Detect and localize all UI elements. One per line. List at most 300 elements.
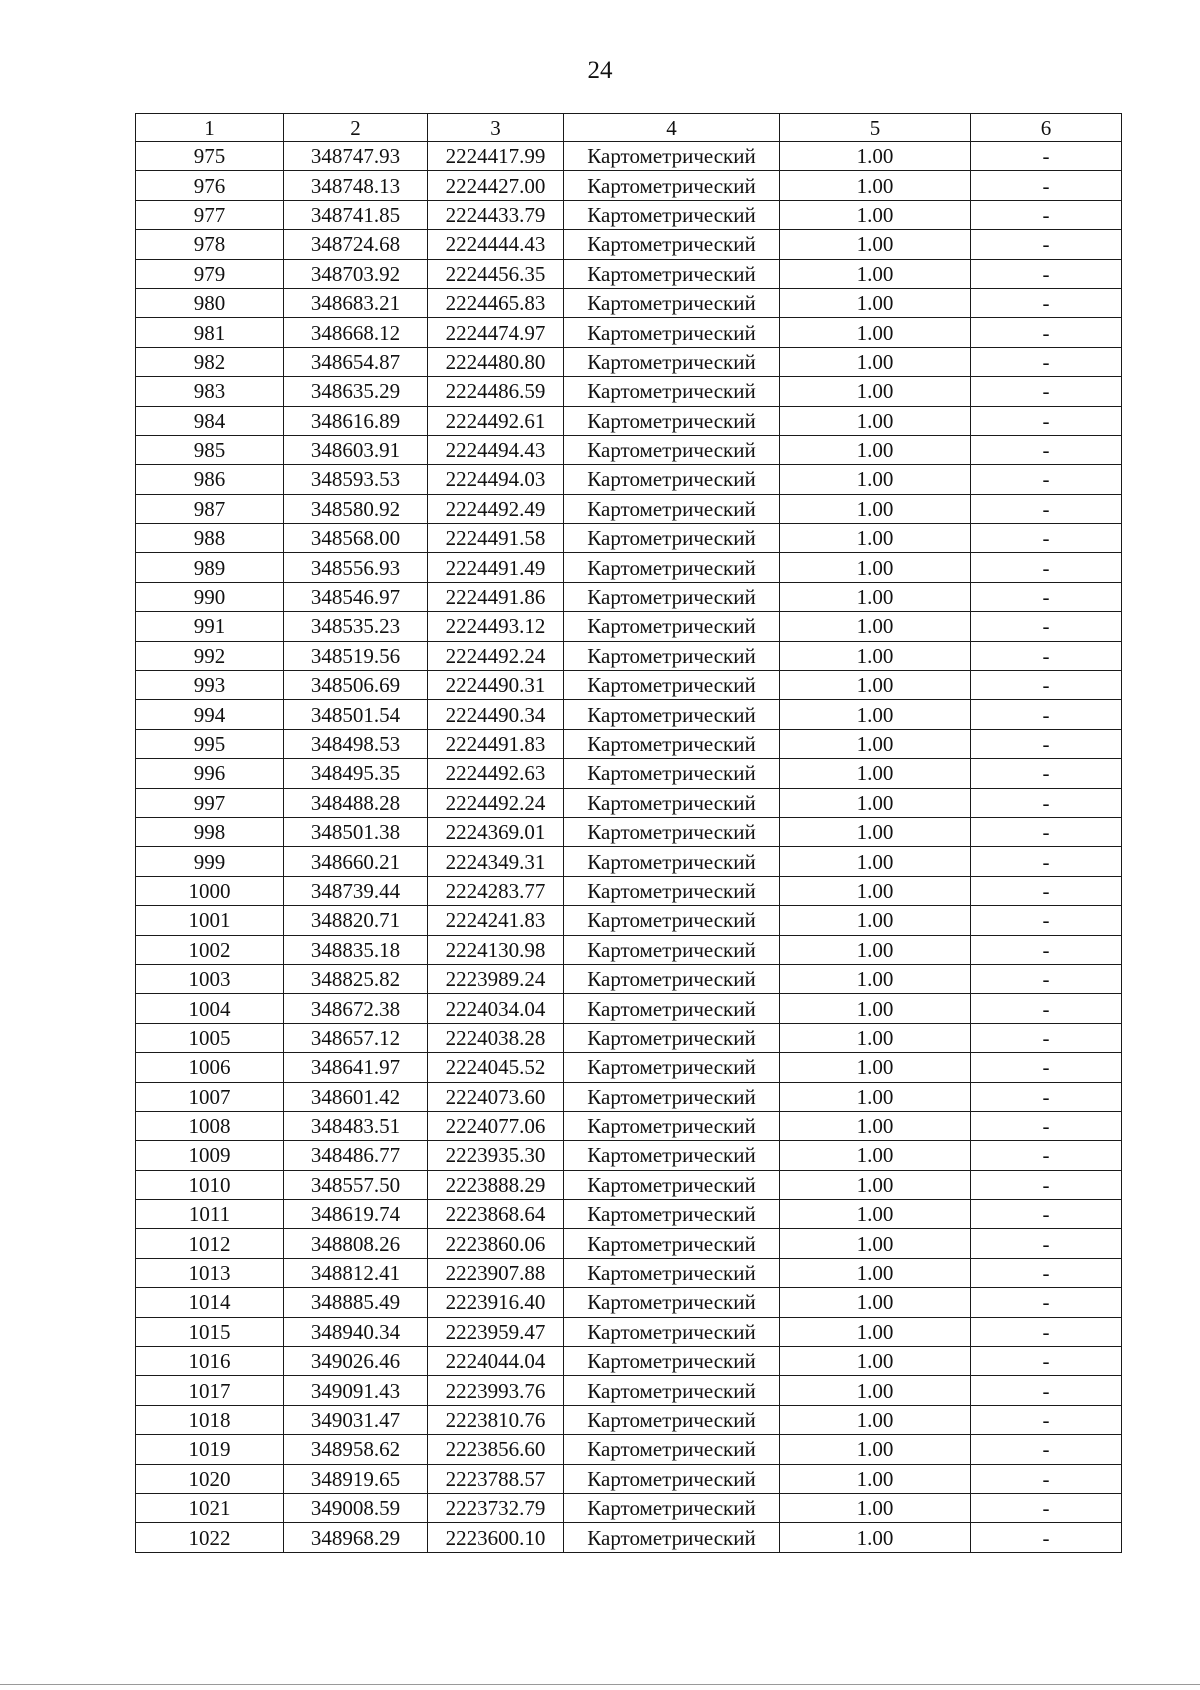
point-number-cell: 999 [136,847,284,876]
description-cell: - [971,759,1122,788]
accuracy-cell: 1.00 [780,729,971,758]
point-number-cell: 1003 [136,964,284,993]
y-coordinate-cell: 2224044.04 [428,1347,564,1376]
x-coordinate-cell: 349031.47 [284,1405,428,1434]
y-coordinate-cell: 2224491.58 [428,524,564,553]
y-coordinate-cell: 2224490.34 [428,700,564,729]
point-number-cell: 1007 [136,1082,284,1111]
table-row [136,1317,1122,1346]
method-cell: Картометрический [564,1023,780,1052]
point-number-cell: 1014 [136,1288,284,1317]
point-number-cell: 1022 [136,1523,284,1552]
method-cell: Картометрический [564,465,780,494]
description-cell: - [971,1435,1122,1464]
table-row [136,494,1122,523]
description-cell: - [971,817,1122,846]
method-cell: Картометрический [564,494,780,523]
table-row [136,347,1122,376]
y-coordinate-cell: 2224490.31 [428,671,564,700]
table-row [136,906,1122,935]
y-coordinate-cell: 2224073.60 [428,1082,564,1111]
description-cell: - [971,288,1122,317]
y-coordinate-cell: 2224444.43 [428,230,564,259]
accuracy-cell: 1.00 [780,1258,971,1287]
header-col-5: 5 [780,114,971,142]
point-number-cell: 997 [136,788,284,817]
description-cell: - [971,377,1122,406]
point-number-cell: 988 [136,524,284,553]
accuracy-cell: 1.00 [780,553,971,582]
method-cell: Картометрический [564,671,780,700]
accuracy-cell: 1.00 [780,1376,971,1405]
point-number-cell: 1002 [136,935,284,964]
method-cell: Картометрический [564,788,780,817]
description-cell: - [971,1053,1122,1082]
point-number-cell: 1008 [136,1111,284,1140]
point-number-cell: 1009 [136,1141,284,1170]
method-cell: Картометрический [564,1229,780,1258]
x-coordinate-cell: 348486.77 [284,1141,428,1170]
table-row [136,1376,1122,1405]
method-cell: Картометрический [564,318,780,347]
y-coordinate-cell: 2223732.79 [428,1493,564,1522]
point-number-cell: 983 [136,377,284,406]
method-cell: Картометрический [564,1082,780,1111]
table-row [136,230,1122,259]
y-coordinate-cell: 2224241.83 [428,906,564,935]
table-row [136,964,1122,993]
table-body [136,142,1122,1553]
x-coordinate-cell: 348506.69 [284,671,428,700]
y-coordinate-cell: 2223788.57 [428,1464,564,1493]
accuracy-cell: 1.00 [780,582,971,611]
description-cell: - [971,1111,1122,1140]
description-cell: - [971,847,1122,876]
description-cell: - [971,553,1122,582]
table-row [136,876,1122,905]
point-number-cell: 978 [136,230,284,259]
method-cell: Картометрический [564,1376,780,1405]
point-number-cell: 986 [136,465,284,494]
accuracy-cell: 1.00 [780,1111,971,1140]
y-coordinate-cell: 2224491.83 [428,729,564,758]
table-row [136,582,1122,611]
accuracy-cell: 1.00 [780,377,971,406]
x-coordinate-cell: 348835.18 [284,935,428,964]
y-coordinate-cell: 2223860.06 [428,1229,564,1258]
point-number-cell: 1016 [136,1347,284,1376]
method-cell: Картометрический [564,1317,780,1346]
method-cell: Картометрический [564,612,780,641]
method-cell: Картометрический [564,729,780,758]
description-cell: - [971,906,1122,935]
description-cell: - [971,788,1122,817]
accuracy-cell: 1.00 [780,142,971,171]
table-row [136,259,1122,288]
point-number-cell: 1019 [136,1435,284,1464]
y-coordinate-cell: 2224433.79 [428,200,564,229]
y-coordinate-cell: 2223935.30 [428,1141,564,1170]
table-row [136,1229,1122,1258]
table-row [136,524,1122,553]
accuracy-cell: 1.00 [780,1200,971,1229]
x-coordinate-cell: 349026.46 [284,1347,428,1376]
table-row [136,288,1122,317]
page-number: 24 [587,57,613,84]
table-row [136,1347,1122,1376]
x-coordinate-cell: 348747.93 [284,142,428,171]
y-coordinate-cell: 2224474.97 [428,318,564,347]
method-cell: Картометрический [564,847,780,876]
point-number-cell: 1021 [136,1493,284,1522]
x-coordinate-cell: 348958.62 [284,1435,428,1464]
point-number-cell: 975 [136,142,284,171]
table-row [136,318,1122,347]
x-coordinate-cell: 348501.38 [284,817,428,846]
x-coordinate-cell: 348619.74 [284,1200,428,1229]
table-row [136,200,1122,229]
accuracy-cell: 1.00 [780,817,971,846]
x-coordinate-cell: 348968.29 [284,1523,428,1552]
description-cell: - [971,1170,1122,1199]
x-coordinate-cell: 348668.12 [284,318,428,347]
description-cell: - [971,465,1122,494]
method-cell: Картометрический [564,1288,780,1317]
method-cell: Картометрический [564,230,780,259]
x-coordinate-cell: 348580.92 [284,494,428,523]
accuracy-cell: 1.00 [780,1053,971,1082]
method-cell: Картометрический [564,1053,780,1082]
point-number-cell: 1006 [136,1053,284,1082]
table-row [136,788,1122,817]
y-coordinate-cell: 2224492.49 [428,494,564,523]
accuracy-cell: 1.00 [780,494,971,523]
accuracy-cell: 1.00 [780,1141,971,1170]
method-cell: Картометрический [564,200,780,229]
method-cell: Картометрический [564,1435,780,1464]
table-row [136,1258,1122,1287]
accuracy-cell: 1.00 [780,1288,971,1317]
point-number-cell: 1005 [136,1023,284,1052]
description-cell: - [971,230,1122,259]
table-row [136,935,1122,964]
description-cell: - [971,200,1122,229]
method-cell: Картометрический [564,906,780,935]
x-coordinate-cell: 348654.87 [284,347,428,376]
y-coordinate-cell: 2224465.83 [428,288,564,317]
method-cell: Картометрический [564,347,780,376]
table-row [136,1023,1122,1052]
description-cell: - [971,1229,1122,1258]
accuracy-cell: 1.00 [780,524,971,553]
method-cell: Картометрический [564,1141,780,1170]
description-cell: - [971,964,1122,993]
accuracy-cell: 1.00 [780,1405,971,1434]
point-number-cell: 977 [136,200,284,229]
y-coordinate-cell: 2223959.47 [428,1317,564,1346]
point-number-cell: 979 [136,259,284,288]
table-row [136,553,1122,582]
y-coordinate-cell: 2224283.77 [428,876,564,905]
table-row [136,847,1122,876]
description-cell: - [971,259,1122,288]
y-coordinate-cell: 2224492.24 [428,788,564,817]
description-cell: - [971,582,1122,611]
description-cell: - [971,142,1122,171]
point-number-cell: 993 [136,671,284,700]
description-cell: - [971,1523,1122,1552]
description-cell: - [971,1200,1122,1229]
table-row [136,1053,1122,1082]
accuracy-cell: 1.00 [780,1493,971,1522]
accuracy-cell: 1.00 [780,906,971,935]
point-number-cell: 981 [136,318,284,347]
x-coordinate-cell: 348885.49 [284,1288,428,1317]
x-coordinate-cell: 348660.21 [284,847,428,876]
y-coordinate-cell: 2224480.80 [428,347,564,376]
method-cell: Картометрический [564,1200,780,1229]
header-col-2: 2 [284,114,428,142]
description-cell: - [971,1141,1122,1170]
table-row [136,729,1122,758]
x-coordinate-cell: 349008.59 [284,1493,428,1522]
description-cell: - [971,1317,1122,1346]
accuracy-cell: 1.00 [780,288,971,317]
point-number-cell: 976 [136,171,284,200]
table-row [136,1082,1122,1111]
x-coordinate-cell: 348603.91 [284,435,428,464]
accuracy-cell: 1.00 [780,1523,971,1552]
point-number-cell: 1004 [136,994,284,1023]
accuracy-cell: 1.00 [780,1229,971,1258]
y-coordinate-cell: 2223600.10 [428,1523,564,1552]
x-coordinate-cell: 348568.00 [284,524,428,553]
x-coordinate-cell: 348557.50 [284,1170,428,1199]
y-coordinate-cell: 2223810.76 [428,1405,564,1434]
method-cell: Картометрический [564,435,780,464]
accuracy-cell: 1.00 [780,1317,971,1346]
header-col-3: 3 [428,114,564,142]
x-coordinate-cell: 348672.38 [284,994,428,1023]
x-coordinate-cell: 348919.65 [284,1464,428,1493]
method-cell: Картометрический [564,1258,780,1287]
y-coordinate-cell: 2224045.52 [428,1053,564,1082]
description-cell: - [971,1347,1122,1376]
table-row [136,435,1122,464]
accuracy-cell: 1.00 [780,1464,971,1493]
point-number-cell: 995 [136,729,284,758]
y-coordinate-cell: 2224492.63 [428,759,564,788]
x-coordinate-cell: 348593.53 [284,465,428,494]
accuracy-cell: 1.00 [780,935,971,964]
description-cell: - [971,1023,1122,1052]
y-coordinate-cell: 2224034.04 [428,994,564,1023]
x-coordinate-cell: 348748.13 [284,171,428,200]
table-row [136,1435,1122,1464]
x-coordinate-cell: 348495.35 [284,759,428,788]
point-number-cell: 989 [136,553,284,582]
method-cell: Картометрический [564,1111,780,1140]
table-row [136,1288,1122,1317]
point-number-cell: 991 [136,612,284,641]
method-cell: Картометрический [564,876,780,905]
method-cell: Картометрический [564,288,780,317]
accuracy-cell: 1.00 [780,435,971,464]
y-coordinate-cell: 2224494.03 [428,465,564,494]
y-coordinate-cell: 2224130.98 [428,935,564,964]
accuracy-cell: 1.00 [780,994,971,1023]
y-coordinate-cell: 2223989.24 [428,964,564,993]
point-number-cell: 984 [136,406,284,435]
header-col-6: 6 [971,114,1122,142]
description-cell: - [971,876,1122,905]
y-coordinate-cell: 2223868.64 [428,1200,564,1229]
y-coordinate-cell: 2224491.49 [428,553,564,582]
y-coordinate-cell: 2224456.35 [428,259,564,288]
method-cell: Картометрический [564,1405,780,1434]
accuracy-cell: 1.00 [780,259,971,288]
accuracy-cell: 1.00 [780,200,971,229]
accuracy-cell: 1.00 [780,1347,971,1376]
x-coordinate-cell: 348501.54 [284,700,428,729]
method-cell: Картометрический [564,1493,780,1522]
x-coordinate-cell: 348825.82 [284,964,428,993]
method-cell: Картометрический [564,817,780,846]
x-coordinate-cell: 348812.41 [284,1258,428,1287]
y-coordinate-cell: 2224494.43 [428,435,564,464]
x-coordinate-cell: 348739.44 [284,876,428,905]
x-coordinate-cell: 348535.23 [284,612,428,641]
accuracy-cell: 1.00 [780,671,971,700]
method-cell: Картометрический [564,553,780,582]
description-cell: - [971,994,1122,1023]
x-coordinate-cell: 348546.97 [284,582,428,611]
point-number-cell: 1001 [136,906,284,935]
x-coordinate-cell: 348724.68 [284,230,428,259]
accuracy-cell: 1.00 [780,788,971,817]
table-row [136,817,1122,846]
table-header [136,114,1122,142]
table-row [136,1200,1122,1229]
description-cell: - [971,1082,1122,1111]
coordinates-table [135,113,1122,1553]
x-coordinate-cell: 348556.93 [284,553,428,582]
header-row [136,114,1122,142]
point-number-cell: 992 [136,641,284,670]
x-coordinate-cell: 349091.43 [284,1376,428,1405]
point-number-cell: 1018 [136,1405,284,1434]
table-row [136,465,1122,494]
description-cell: - [971,318,1122,347]
point-number-cell: 987 [136,494,284,523]
accuracy-cell: 1.00 [780,1082,971,1111]
accuracy-cell: 1.00 [780,465,971,494]
method-cell: Картометрический [564,700,780,729]
y-coordinate-cell: 2224427.00 [428,171,564,200]
description-cell: - [971,935,1122,964]
point-number-cell: 990 [136,582,284,611]
description-cell: - [971,347,1122,376]
description-cell: - [971,1493,1122,1522]
table-row [136,612,1122,641]
table-row [136,1493,1122,1522]
point-number-cell: 1017 [136,1376,284,1405]
description-cell: - [971,1405,1122,1434]
y-coordinate-cell: 2224492.61 [428,406,564,435]
table-row [136,142,1122,171]
x-coordinate-cell: 348683.21 [284,288,428,317]
accuracy-cell: 1.00 [780,1023,971,1052]
header-col-1: 1 [136,114,284,142]
x-coordinate-cell: 348519.56 [284,641,428,670]
table-row [136,1141,1122,1170]
method-cell: Картометрический [564,1464,780,1493]
table-row [136,759,1122,788]
accuracy-cell: 1.00 [780,1170,971,1199]
x-coordinate-cell: 348601.42 [284,1082,428,1111]
point-number-cell: 980 [136,288,284,317]
accuracy-cell: 1.00 [780,641,971,670]
table-row [136,171,1122,200]
x-coordinate-cell: 348657.12 [284,1023,428,1052]
point-number-cell: 994 [136,700,284,729]
x-coordinate-cell: 348641.97 [284,1053,428,1082]
method-cell: Картометрический [564,142,780,171]
description-cell: - [971,524,1122,553]
table-row [136,406,1122,435]
y-coordinate-cell: 2224491.86 [428,582,564,611]
description-cell: - [971,612,1122,641]
y-coordinate-cell: 2224369.01 [428,817,564,846]
accuracy-cell: 1.00 [780,1435,971,1464]
table-row [136,1523,1122,1552]
point-number-cell: 1010 [136,1170,284,1199]
method-cell: Картометрический [564,259,780,288]
x-coordinate-cell: 348808.26 [284,1229,428,1258]
table-row [136,671,1122,700]
y-coordinate-cell: 2224492.24 [428,641,564,670]
x-coordinate-cell: 348940.34 [284,1317,428,1346]
description-cell: - [971,641,1122,670]
x-coordinate-cell: 348488.28 [284,788,428,817]
bottom-rule [0,1684,1200,1685]
table-row [136,1170,1122,1199]
y-coordinate-cell: 2224486.59 [428,377,564,406]
accuracy-cell: 1.00 [780,171,971,200]
accuracy-cell: 1.00 [780,406,971,435]
accuracy-cell: 1.00 [780,847,971,876]
method-cell: Картометрический [564,582,780,611]
method-cell: Картометрический [564,759,780,788]
point-number-cell: 1012 [136,1229,284,1258]
description-cell: - [971,1288,1122,1317]
y-coordinate-cell: 2223907.88 [428,1258,564,1287]
point-number-cell: 985 [136,435,284,464]
point-number-cell: 982 [136,347,284,376]
description-cell: - [971,729,1122,758]
point-number-cell: 996 [136,759,284,788]
table-row [136,1111,1122,1140]
point-number-cell: 1000 [136,876,284,905]
point-number-cell: 998 [136,817,284,846]
method-cell: Картометрический [564,406,780,435]
x-coordinate-cell: 348616.89 [284,406,428,435]
x-coordinate-cell: 348741.85 [284,200,428,229]
description-cell: - [971,494,1122,523]
y-coordinate-cell: 2224493.12 [428,612,564,641]
x-coordinate-cell: 348483.51 [284,1111,428,1140]
method-cell: Картометрический [564,171,780,200]
